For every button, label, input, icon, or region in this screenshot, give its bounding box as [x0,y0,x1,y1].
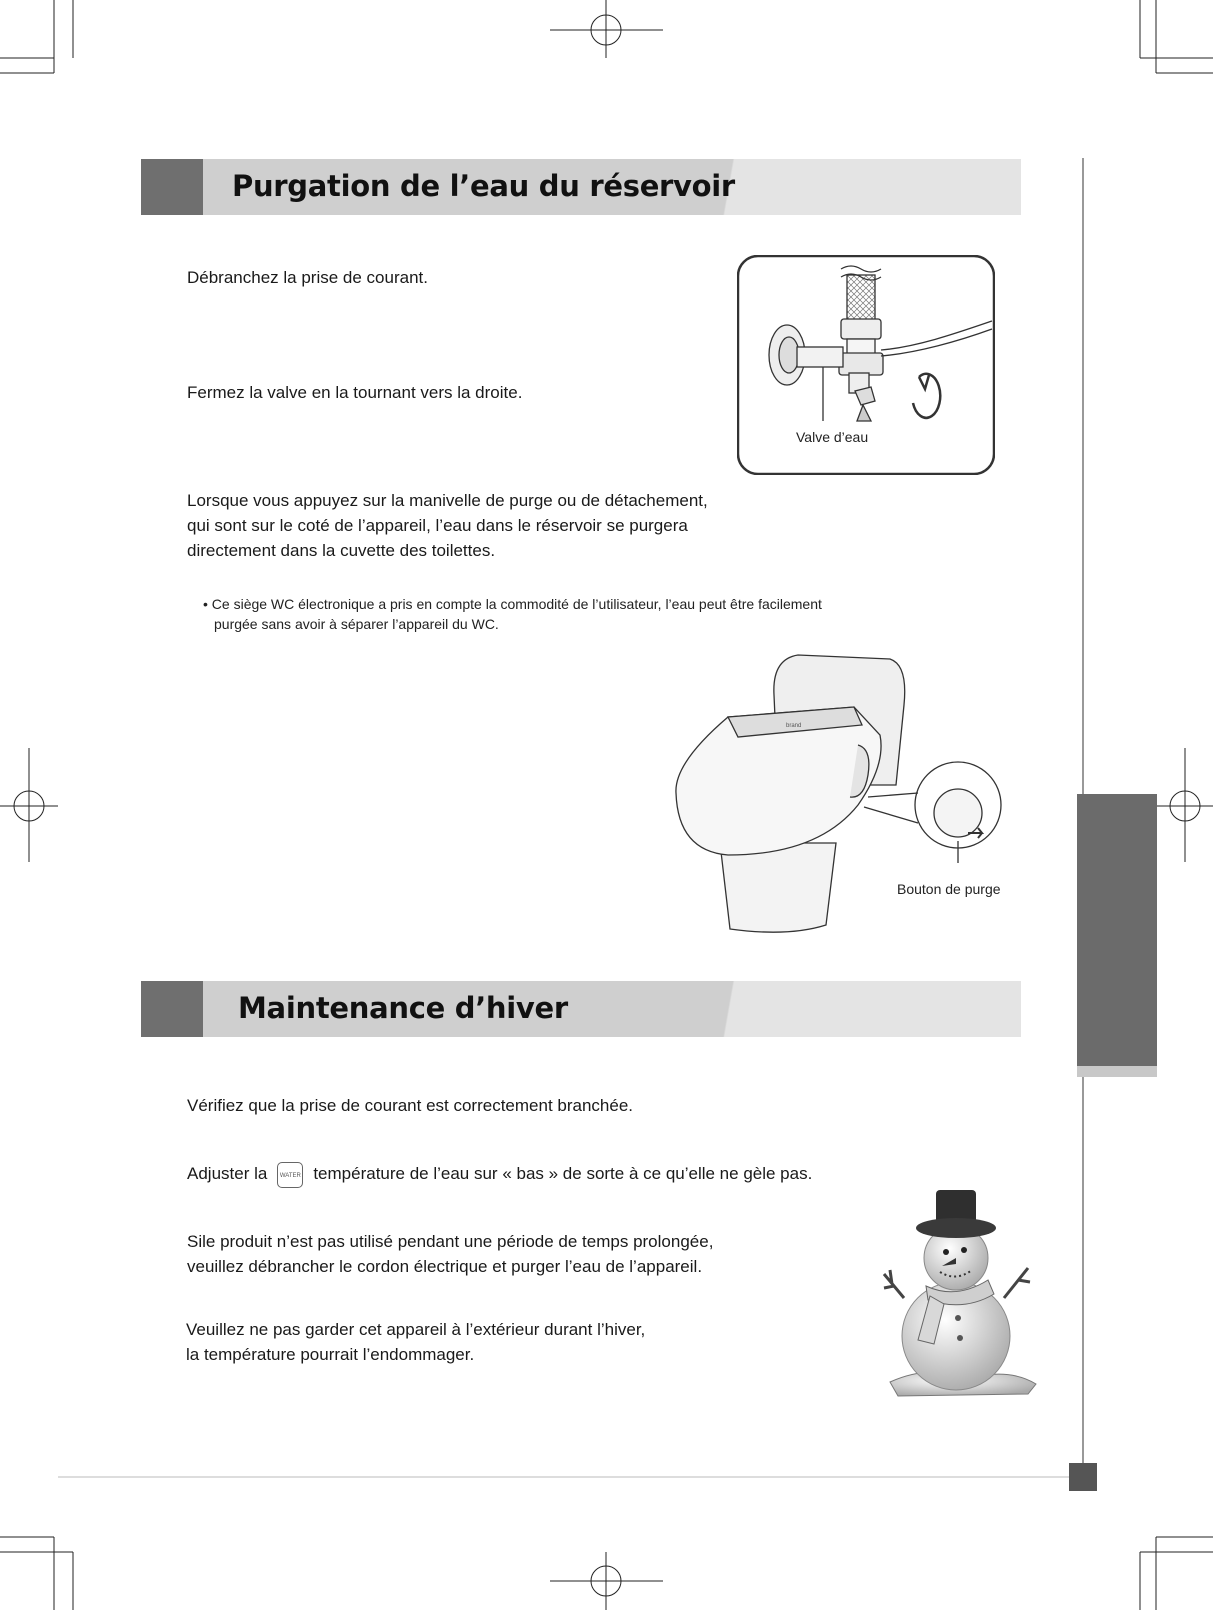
water-button-icon: WATER [277,1162,303,1188]
valve-caption: Valve d’eau [796,429,869,445]
step-purge-line: Lorsque vous appuyez sur la manivelle de purge ou de détachement, [187,491,708,510]
adjust-text-before: Adjuster la [187,1164,268,1183]
snowman-icon [880,1186,1040,1406]
step-purge-line: qui sont sur le coté de l’appareil, l’eau dans le réservoir se purgera [187,516,688,535]
toilet-illustration [668,645,1028,940]
adjust-text-after: température de l’eau sur « bas » de sorte à ce qu’elle ne gèle pas. [313,1164,813,1183]
section-header-purge [141,159,1021,215]
purge-caption: Bouton de purge [897,881,1001,897]
outdoor-line: la température pourrait l’endommager. [186,1345,475,1364]
unused-line: Sile produit n’est pas utilisé pendant une période de temps prolongée, [187,1232,714,1251]
step-check-plug: Vérifiez que la prise de courant est correctement branchée. [187,1096,634,1115]
note-line: purgée sans avoir à séparer l’appareil du WC. [214,616,499,632]
section-header-winter [141,981,1021,1037]
snowman-illustration [880,1186,1040,1406]
outdoor-line: Veuillez ne pas garder cet appareil à l’extérieur durant l’hiver, [186,1320,646,1339]
header-block [141,981,203,1037]
unused-line: veuillez débrancher le cordon électrique et purger l’eau de l’appareil. [187,1257,703,1276]
page-marker [1069,1463,1097,1491]
step-purge-line: directement dans la cuvette des toilettes. [187,541,496,560]
step-unplug: Débranchez la prise de courant. [187,268,428,287]
step-outdoor [186,1317,645,1367]
side-tab [1077,794,1157,1066]
step-unused [187,1229,713,1279]
step-adjust-temp [187,1161,812,1188]
side-tab-underline [1077,1066,1157,1077]
header-block [141,159,203,215]
step-close-valve: Fermez la valve en la tournant vers la droite. [187,383,523,402]
section-title-winter: Maintenance d’hiver [238,991,568,1025]
section-title-purge: Purgation de l’eau du réservoir [232,169,735,203]
note-line: • Ce siège WC électronique a pris en compte la commodité de l’utilisateur, l’eau peut être facilement [203,596,822,612]
convenience-note [203,594,822,634]
valve-illustration [737,255,995,475]
toilet-brand: brand [786,723,802,729]
step-purge [187,488,708,563]
